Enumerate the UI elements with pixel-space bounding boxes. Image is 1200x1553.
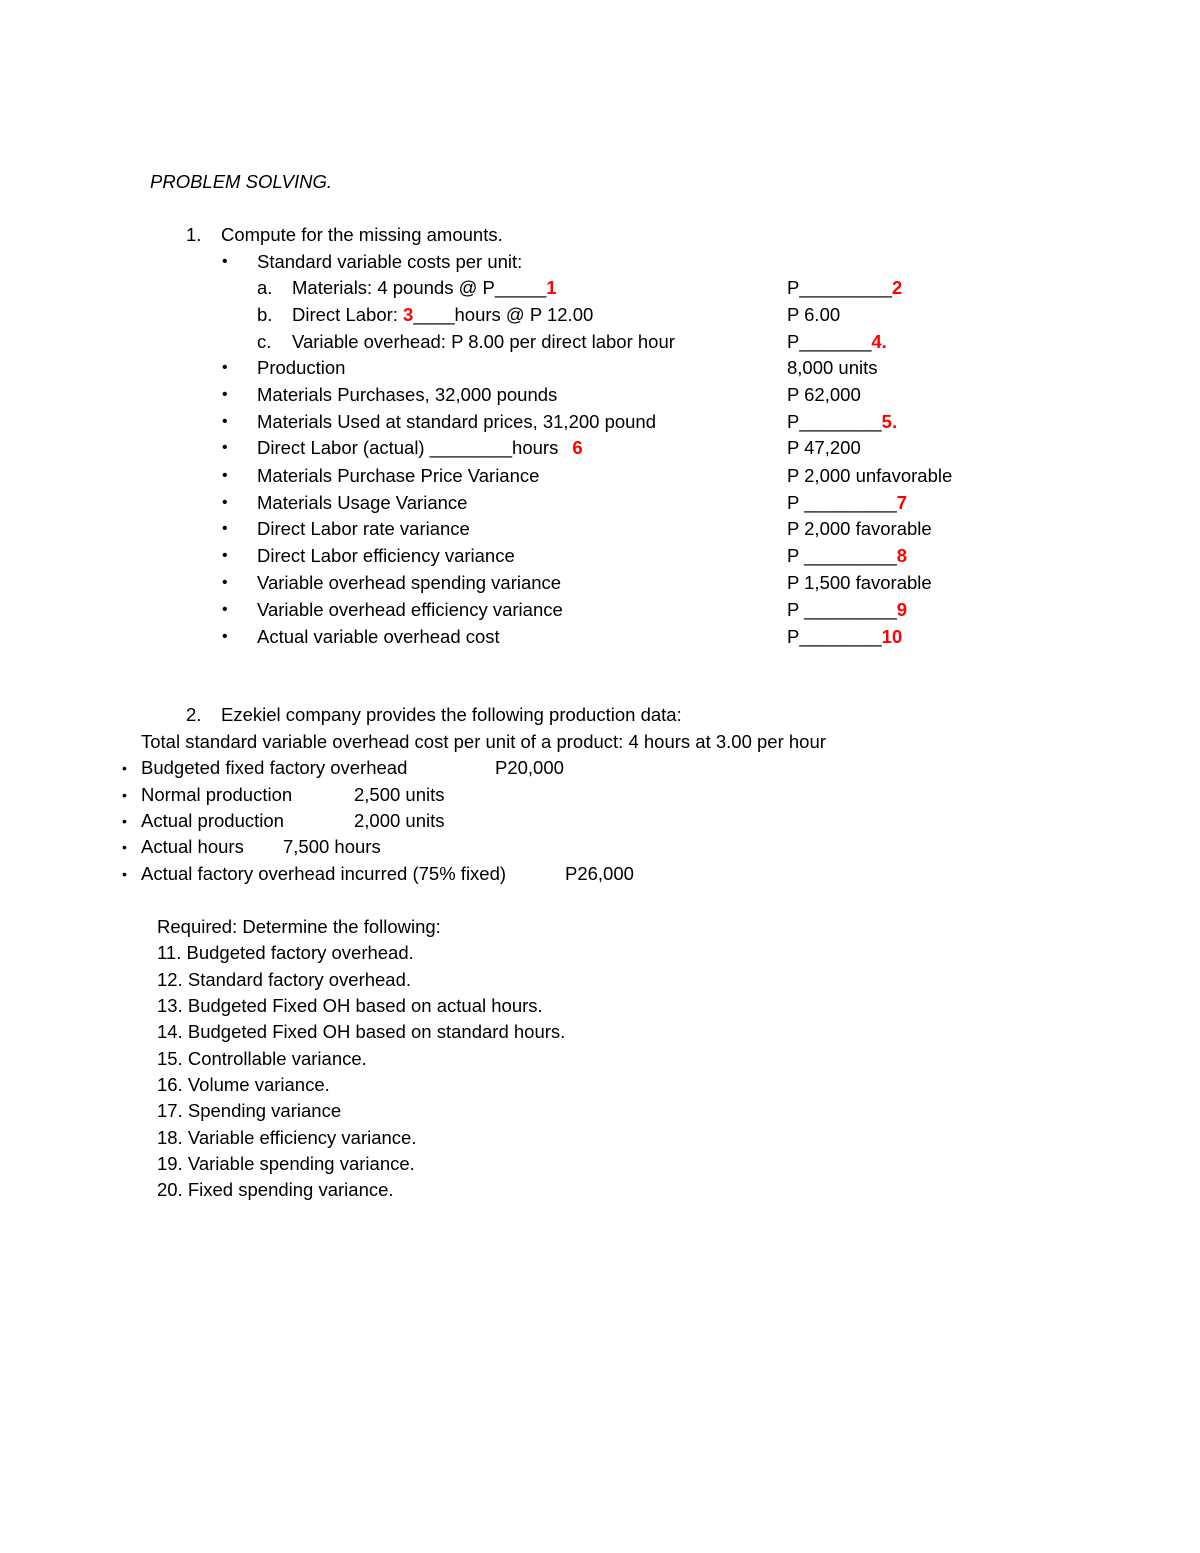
- answer-marker: 6: [572, 437, 583, 458]
- bullet: •: [222, 386, 228, 403]
- bullet: •: [122, 760, 127, 776]
- item-value: P 47,200: [787, 437, 861, 458]
- item-value: P 1,500 favorable: [787, 572, 932, 593]
- sub-item-value: P_______4.: [787, 331, 887, 352]
- data-item-value: 2,000 units: [354, 810, 445, 831]
- bullet: •: [222, 413, 228, 430]
- item-label: Variable overhead efficiency variance: [257, 599, 563, 620]
- answer-marker: 2: [891, 277, 903, 298]
- item-label: Variable overhead spending variance: [257, 572, 562, 593]
- answer-marker: 3: [403, 304, 414, 325]
- item-label: Production: [257, 357, 346, 378]
- answer-marker: 4.: [871, 331, 887, 352]
- bullet: •: [222, 439, 228, 456]
- required-item: 12. Standard factory overhead.: [157, 969, 412, 990]
- item-label: Materials Used at standard prices, 31,200 pound: [257, 411, 657, 432]
- data-item-label: Budgeted fixed factory overhead: [141, 757, 408, 778]
- q1-heading: Compute for the missing amounts.: [221, 224, 503, 245]
- answer-marker: 5.: [881, 411, 898, 432]
- q2-heading: Ezekiel company provides the following production data:: [221, 704, 682, 725]
- sub-item-value: P_________2: [787, 277, 903, 298]
- item-label: Actual variable overhead cost: [257, 626, 500, 647]
- data-item-value: 7,500 hours: [283, 836, 381, 857]
- required-item: 15. Controllable variance.: [157, 1048, 367, 1069]
- sub-item-label: Variable overhead: P 8.00 per direct labor hour: [292, 331, 675, 352]
- bullet: •: [122, 813, 127, 829]
- required-item: 11. Budgeted factory overhead.: [157, 942, 414, 963]
- bullet: •: [222, 494, 228, 511]
- bullet: •: [222, 253, 228, 270]
- bullet: •: [122, 787, 127, 803]
- answer-marker: 1: [546, 277, 557, 298]
- item-label: Direct Labor rate variance: [257, 518, 470, 539]
- bullet: •: [222, 601, 228, 618]
- sub-item-letter: b.: [257, 304, 273, 325]
- bullet: •: [222, 520, 228, 537]
- answer-marker: 7: [896, 492, 908, 513]
- data-item-label: Actual factory overhead incurred (75% fixed): [141, 863, 507, 884]
- item-label: Direct Labor (actual) ________hours 6: [257, 437, 583, 458]
- required-item: 19. Variable spending variance.: [157, 1153, 415, 1174]
- std-costs-label: Standard variable costs per unit:: [257, 251, 523, 272]
- required-item: 16. Volume variance.: [157, 1074, 330, 1095]
- sub-item-letter: a.: [257, 277, 273, 298]
- item-value: 8,000 units: [787, 357, 878, 378]
- bullet: •: [122, 839, 127, 855]
- item-value: P _________9: [787, 599, 908, 620]
- sub-item-value: P 6.00: [787, 304, 841, 325]
- bullet: •: [222, 574, 228, 591]
- item-label: Materials Purchases, 32,000 pounds: [257, 384, 558, 405]
- bullet: •: [222, 628, 228, 645]
- item-label: Direct Labor efficiency variance: [257, 545, 515, 566]
- page-title: PROBLEM SOLVING.: [150, 171, 332, 192]
- item-label: Materials Purchase Price Variance: [257, 465, 540, 486]
- data-item-label: Normal production: [141, 784, 293, 805]
- data-item-value: P26,000: [565, 863, 634, 884]
- answer-marker: 8: [896, 545, 908, 566]
- item-label: Materials Usage Variance: [257, 492, 468, 513]
- required-item: 14. Budgeted Fixed OH based on standard hours.: [157, 1021, 566, 1042]
- data-item-value: 2,500 units: [354, 784, 445, 805]
- bullet: •: [122, 866, 127, 882]
- item-value: P 2,000 favorable: [787, 518, 932, 539]
- data-item-label: Actual production: [141, 810, 284, 831]
- item-value: P _________8: [787, 545, 908, 566]
- answer-marker: 10: [881, 626, 903, 647]
- data-item-label: Actual hours: [141, 836, 244, 857]
- q2-number: 2.: [186, 704, 202, 725]
- sub-item-label: Direct Labor: 3____hours @ P 12.00: [292, 304, 594, 325]
- q1-number: 1.: [186, 224, 202, 245]
- item-value: P 2,000 unfavorable: [787, 465, 953, 486]
- data-item-value: P20,000: [495, 757, 564, 778]
- required-heading: Required: Determine the following:: [157, 916, 441, 937]
- item-value: P 62,000: [787, 384, 861, 405]
- bullet: •: [222, 359, 228, 376]
- required-item: 17. Spending variance: [157, 1100, 342, 1121]
- bullet: •: [222, 547, 228, 564]
- answer-marker: 9: [896, 599, 908, 620]
- item-value: P________5.: [787, 411, 898, 432]
- sub-item-letter: c.: [257, 331, 272, 352]
- item-value: P _________7: [787, 492, 908, 513]
- required-item: 18. Variable efficiency variance.: [157, 1127, 417, 1148]
- bullet: •: [222, 467, 228, 484]
- sub-item-label: Materials: 4 pounds @ P_____1: [292, 277, 557, 298]
- q2-intro: Total standard variable overhead cost per unit of a product: 4 hours at 3.00 per hour: [141, 731, 826, 752]
- item-value: P________10: [787, 626, 903, 647]
- required-item: 13. Budgeted Fixed OH based on actual hours.: [157, 995, 543, 1016]
- required-item: 20. Fixed spending variance.: [157, 1179, 394, 1200]
